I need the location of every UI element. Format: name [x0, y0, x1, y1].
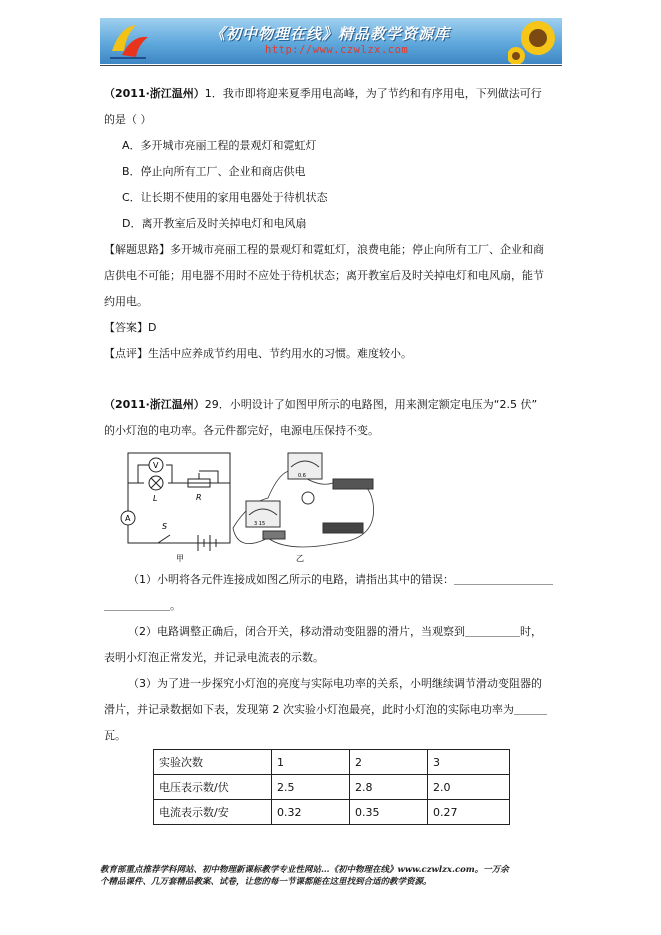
table-cell: 0.27: [428, 800, 510, 825]
site-logo-icon: [106, 21, 152, 61]
table-cell: 电压表示数/伏: [154, 775, 272, 800]
table-row: [154, 800, 510, 825]
table-cell: 0.35: [350, 800, 428, 825]
sunflower-icon: [508, 18, 562, 64]
bulb-device: [302, 492, 314, 504]
q1-option-c: C．让长期不使用的家用电器处于待机状态: [122, 191, 328, 204]
q1-option-b: B．停止向所有工厂、企业和商店供电: [122, 165, 306, 178]
label-ammeter-scale: 0.6: [298, 473, 306, 479]
q1-comment: 【点评】生活中应养成节约用电、节约用水的习惯。难度较小。: [104, 347, 412, 360]
table-row: [154, 775, 510, 800]
page-footer: [100, 864, 565, 888]
label-R: R: [196, 493, 202, 502]
q29-sub3-line1: （3）为了进一步探究小灯泡的亮度与实际电功率的关系，小明继续调节滑动变阻器的: [128, 677, 542, 690]
q1-analysis-line1: 【解题思路】多开城市亮丽工程的景观灯和霓虹灯，浪费电能；停止向所有工厂、企业和商: [104, 243, 544, 256]
circuit-photo-yi: [233, 453, 374, 547]
q1-answer-value: D: [148, 321, 157, 334]
label-scale: 3 15: [254, 521, 266, 527]
header-divider: [100, 65, 562, 66]
q1-option-d: D．离开教室后及时关掉电灯和电风扇: [122, 217, 307, 230]
q29-sub2-line1: （2）电路调整正确后，闭合开关，移动滑动变阻器的滑片，当观察到＿＿＿＿＿时，: [128, 625, 542, 638]
q29-stem-line1: （2011·浙江温州）29．小明设计了如图甲所示的电路图，用来测定额定电压为“2.5 伏”: [104, 398, 538, 411]
q1-analysis-label: 【解题思路】: [104, 243, 170, 256]
table-cell: 2.0: [428, 775, 510, 800]
q29-sub3-line2: 滑片，并记录数据如下表，发现第 2 次实验小灯泡最亮，此时小灯泡的实际电功率为＿＿＿: [104, 703, 547, 716]
q1-answer: [104, 321, 156, 335]
circuit-figure: [118, 443, 394, 563]
q1-option-a: A．多开城市亮丽工程的景观灯和霓虹灯: [122, 139, 317, 152]
table-cell: 电流表示数/安: [154, 800, 272, 825]
header-banner: [100, 18, 562, 64]
label-S: S: [162, 522, 168, 531]
q1-stem-line2: 的是（ ）: [104, 113, 152, 126]
banner-url[interactable]: http://www.czwlzx.com: [265, 44, 409, 56]
q1-answer-label: 【答案】: [104, 321, 148, 334]
table-cell: 2.5: [272, 775, 350, 800]
table-cell: 3: [428, 750, 510, 775]
q1-analysis-line3: 约用电。: [104, 295, 148, 308]
q29-sub3-line3: 瓦。: [104, 729, 126, 742]
q1-stem-line1: （2011·浙江温州）1．我市即将迎来夏季用电高峰，为了节约和有序用电，下列做法可行: [104, 87, 542, 100]
label-L: L: [153, 494, 158, 503]
table-cell: 2.8: [350, 775, 428, 800]
q1-source: （2011·浙江温州）: [104, 87, 205, 100]
footer-line1: 教育部重点推荐学科网站、初中物理新课标教学专业性网站…《初中物理在线》www.czwlzx.com。一万余: [100, 865, 509, 875]
footer-line2: 个精品课件、几万套精品教案、试卷，让您的每一节课都能在这里找到合适的教学资源。: [100, 877, 432, 887]
switch-device: [263, 531, 285, 539]
table-cell: 0.32: [272, 800, 350, 825]
rheostat-device: [333, 479, 373, 489]
q29-source: （2011·浙江温州）: [104, 398, 205, 411]
q1-comment-label: 【点评】: [104, 347, 148, 360]
q29-sub2-line2: 表明小灯泡正常发光，并记录电流表的示数。: [104, 651, 324, 664]
table-cell: 实验次数: [154, 750, 272, 775]
experiment-table: [153, 749, 510, 825]
label-jia: 甲: [176, 554, 184, 563]
q29-sub1-line2: ＿＿＿＿＿＿。: [104, 599, 181, 612]
q1-analysis-line2: 店供电不可能；用电器不用时不应处于待机状态；离开教室后及时关掉电灯和电风扇，能节: [104, 269, 544, 282]
label-A: A: [125, 514, 131, 523]
table-cell: 1: [272, 750, 350, 775]
banner-title: 《初中物理在线》精品教学资源库: [210, 25, 451, 43]
table-cell: 2: [350, 750, 428, 775]
circuit-diagram-jia: [128, 453, 230, 551]
label-V: V: [153, 461, 159, 470]
q29-sub1-line1: （1）小明将各元件连接成如图乙所示的电路，请指出其中的错误：＿＿＿＿＿＿＿＿＿: [128, 573, 553, 586]
battery-device: [323, 523, 363, 533]
table-header-row: [154, 750, 510, 775]
q29-stem-line2: 的小灯泡的电功率。各元件都完好，电源电压保持不变。: [104, 424, 379, 437]
label-yi: 乙: [296, 554, 304, 563]
